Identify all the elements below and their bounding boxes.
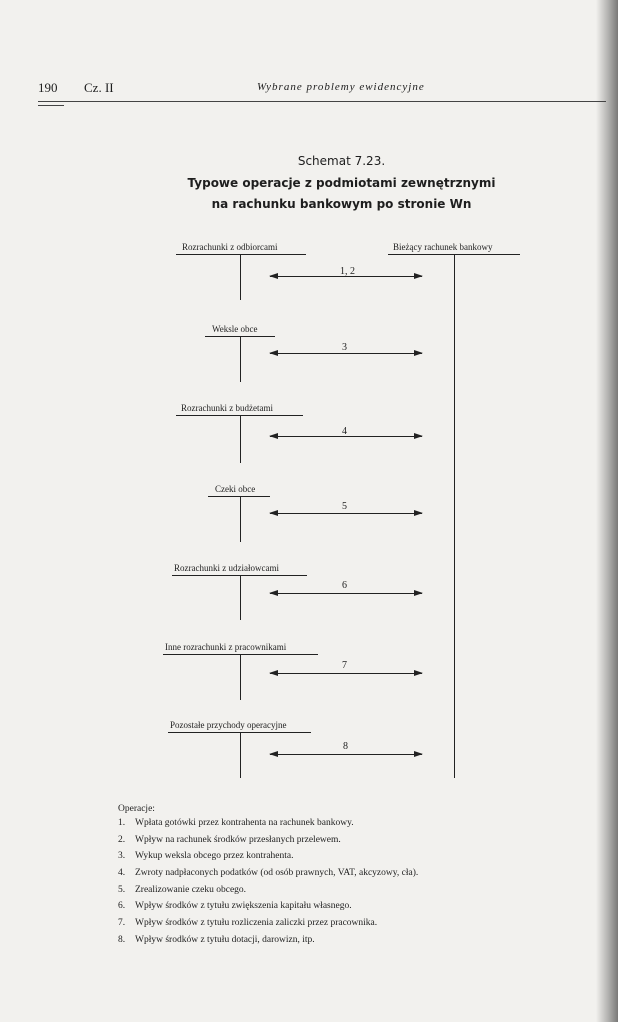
operation-item <box>118 901 352 918</box>
account-label-przychody: Pozostałe przychody operacyjne <box>170 720 287 730</box>
operation-arrow-7 <box>270 673 422 674</box>
operation-label-1: 1, 2 <box>340 266 355 277</box>
operation-text: Wykup weksla obcego przez kontrahenta. <box>135 851 294 862</box>
operation-text: Wpłata gotówki przez kontrahenta na rachunek bankowy. <box>135 818 354 828</box>
operation-item <box>118 818 354 835</box>
operation-label-5: 5 <box>342 501 347 512</box>
bank-account-line <box>454 254 455 778</box>
operations-list <box>118 804 419 952</box>
operation-number: 2. <box>118 834 126 845</box>
operation-label-3: 3 <box>342 342 347 353</box>
account-line-odbiorcy <box>240 254 241 300</box>
account-line-pracownicy <box>240 654 241 700</box>
account-label-pracownicy: Inne rozrachunki z pracownikami <box>165 642 287 652</box>
operation-arrow-5 <box>270 513 422 514</box>
operation-item <box>118 934 315 952</box>
account-line-udzialowcy <box>240 575 241 620</box>
account-rule-czeki <box>208 496 270 497</box>
operation-label-7: 7 <box>342 660 347 671</box>
operation-number: 6. <box>118 901 126 912</box>
schema-number: Schemat 7.23. <box>297 154 386 168</box>
schema-title-line-1: Typowe operacje z podmiotami zewnętrznymi <box>187 176 496 190</box>
operation-text: Wpływ na rachunek środków przesłanych przelewem. <box>135 834 341 845</box>
account-line-weksle <box>240 336 241 382</box>
running-header <box>38 80 606 102</box>
operation-text: Wpływ środków z tytułu rozliczenia zaliczki przez pracownika. <box>135 918 378 929</box>
chapter-label: Cz. II <box>84 80 114 95</box>
operation-item <box>118 918 378 935</box>
operation-arrow-3 <box>270 353 422 354</box>
account-label-budzety: Rozrachunki z budżetami <box>181 403 273 413</box>
operation-number: 7. <box>118 918 126 929</box>
operation-item <box>118 884 247 902</box>
account-line-przychody <box>240 732 241 778</box>
account-label-udzialowcy: Rozrachunki z udziałowcami <box>174 563 279 573</box>
operation-number: 4. <box>118 868 126 879</box>
operation-text: Zwroty nadpłaconych podatków (od osób prawnych, VAT, akcyzowy, cła). <box>135 868 419 879</box>
header-rule <box>38 101 606 102</box>
operation-arrow-8 <box>270 754 422 755</box>
operation-number: 8. <box>118 934 126 945</box>
bank-account-label: Bieżący rachunek bankowy <box>393 242 493 252</box>
operation-number: 1. <box>118 818 126 828</box>
operation-item <box>118 834 341 852</box>
operation-arrow-6 <box>270 593 422 594</box>
header-rule-short <box>38 105 64 106</box>
operation-label-6: 6 <box>342 580 347 591</box>
account-label-weksle: Weksle obce <box>212 324 258 334</box>
schema-title-line-2: na rachunku bankowym po stronie Wn <box>211 197 472 211</box>
running-title: Wybrane problemy ewidencyjne <box>257 81 425 93</box>
operation-label-8: 8 <box>343 741 348 752</box>
operation-number: 5. <box>118 884 126 895</box>
account-label-odbiorcy: Rozrachunki z odbiorcami <box>182 242 278 252</box>
account-label-czeki: Czeki obce <box>215 484 256 494</box>
page-number: 190 <box>38 80 58 95</box>
operation-item <box>118 851 294 868</box>
operation-text: Wpływ środków z tytułu zwiększenia kapitału własnego. <box>135 901 352 912</box>
operation-number: 3. <box>118 851 126 862</box>
operation-label-4: 4 <box>342 426 347 437</box>
account-line-czeki <box>240 496 241 542</box>
operation-text: Zrealizowanie czeku obcego. <box>135 884 247 895</box>
account-line-budzety <box>240 415 241 463</box>
operation-text: Wpływ środków z tytułu dotacji, darowizn, itp. <box>135 934 315 945</box>
operations-heading: Operacje: <box>118 804 155 814</box>
operation-item <box>118 868 419 885</box>
account-rule-odbiorcy <box>176 254 306 255</box>
